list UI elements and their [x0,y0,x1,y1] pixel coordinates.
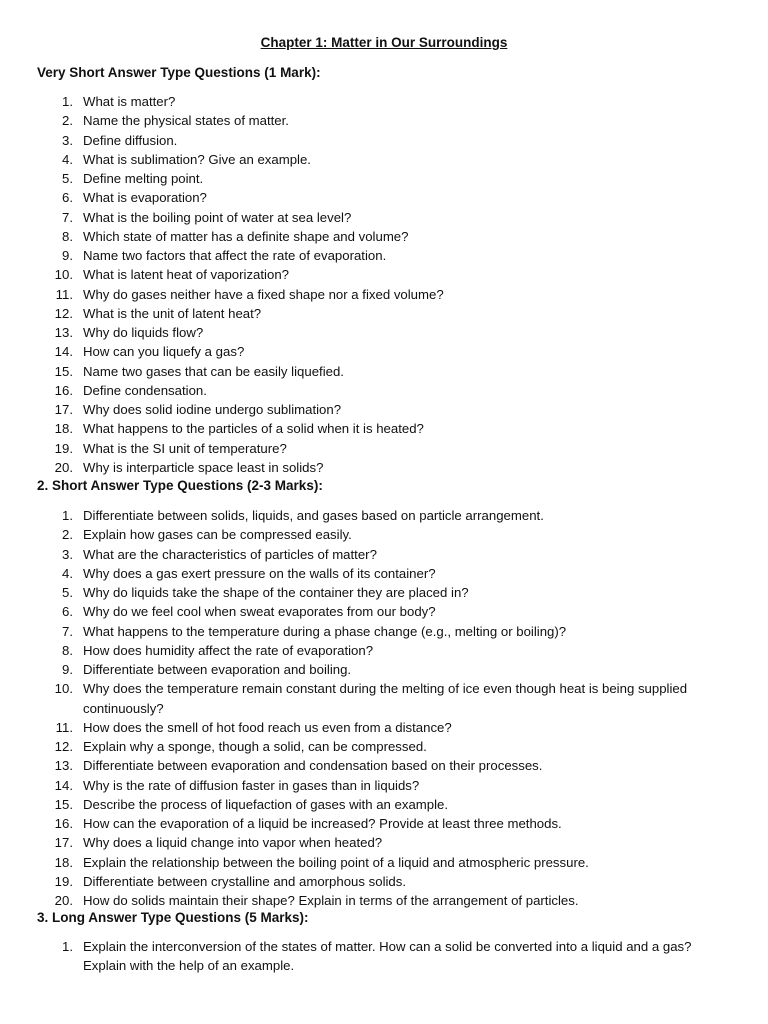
question-item [0,323,768,342]
question-item [0,814,768,833]
question-item [0,400,768,419]
question-item [0,506,768,525]
section-heading-long: 3. Long Answer Type Questions (5 Marks): [37,910,309,925]
question-number: 14. [54,344,73,360]
question-text: Why do gases neither have a fixed shape nor a fixed volume? [83,286,444,302]
question-number: 1. [62,94,73,109]
question-item [0,641,768,660]
question-number: 2. [62,527,73,543]
question-item [0,622,768,641]
question-text: Name the physical states of matter. [83,113,289,129]
question-text: What is sublimation? Give an example. [83,151,311,167]
question-item [0,419,768,438]
question-text: What is evaporation? [83,190,207,206]
question-text: Why does solid iodine undergo sublimation? [83,402,342,417]
question-number: 11. [55,719,73,735]
question-number: 3. [62,546,73,562]
question-text: Differentiate between crystalline and amorphous solids. [83,873,407,889]
question-number: 19. [54,440,73,456]
question-text: Explain the interconversion of the states of matter. How can a solid be converted into a liquid and a gas? Explain with the help of an example. [83,939,692,974]
question-item [0,853,768,872]
question-item [0,188,768,207]
question-number: 15. [54,796,73,812]
question-item [0,439,768,458]
question-text: Explain the relationship between the boiling point of a liquid and atmospheric pressure. [83,854,589,870]
section-heading-very-short: Very Short Answer Type Questions (1 Mark): [37,65,321,80]
question-text: Name two factors that affect the rate of evaporation. [83,248,387,263]
question-item [0,92,768,111]
question-text: How can you liquefy a gas? [83,344,245,360]
question-number: 12. [54,305,73,321]
question-item [0,756,768,775]
question-number: 14. [54,777,73,793]
section-heading-short: 2. Short Answer Type Questions (2-3 Marks): [37,478,323,493]
question-item [0,131,768,150]
question-item [0,246,768,265]
question-list-short [0,506,768,910]
question-item [0,602,768,621]
question-number: 17. [54,835,73,851]
question-text: Why does a gas exert pressure on the walls of its container? [83,565,436,581]
question-number: 17. [54,402,73,417]
question-number: 20. [54,893,73,908]
question-number: 16. [54,816,73,831]
question-item [0,937,768,976]
question-number: 5. [62,585,73,600]
question-text: Why do liquids take the shape of the container they are placed in? [83,585,469,600]
question-number: 18. [54,421,73,437]
question-number: 13. [54,325,73,340]
question-item [0,718,768,737]
question-text: Differentiate between evaporation and condensation based on their processes. [83,758,543,774]
question-item [0,891,768,910]
question-text: Why does a liquid change into vapor when heated? [83,835,383,851]
question-number: 8. [62,228,73,244]
question-number: 8. [62,642,73,658]
question-item [0,342,768,361]
question-number: 7. [62,209,73,225]
question-number: 4. [62,565,73,581]
question-text: What is latent heat of vaporization? [83,267,289,283]
page-title: Chapter 1: Matter in Our Surroundings [260,35,508,50]
question-item [0,737,768,756]
question-text: Why does the temperature remain constant during the melting of ice even though heat is being supplied continuously? [83,681,688,716]
question-text: Name two gases that can be easily liquefied. [83,363,344,379]
question-text: Why do we feel cool when sweat evaporates from our body? [83,604,436,620]
question-item [0,458,768,477]
question-text: Describe the process of liquefaction of gases with an example. [83,796,449,812]
question-number: 5. [62,171,73,186]
question-text: Differentiate between evaporation and boiling. [83,662,352,677]
question-number: 9. [62,662,73,677]
question-item [0,150,768,169]
question-item [0,583,768,602]
question-text: What are the characteristics of particles of matter? [83,546,377,562]
question-number: 18. [54,854,73,870]
question-text: How can the evaporation of a liquid be increased? Provide at least three methods. [83,816,562,831]
question-number: 16. [54,382,73,398]
question-item [0,679,768,718]
question-item [0,381,768,400]
question-item [0,111,768,130]
question-number: 9. [62,248,73,263]
question-text: Which state of matter has a definite shape and volume? [83,228,409,244]
question-number: 2. [62,113,73,129]
question-item [0,265,768,284]
question-number: 13. [54,758,73,774]
question-item [0,564,768,583]
question-text: What is the boiling point of water at sea level? [83,209,352,225]
question-text: How does the smell of hot food reach us even from a distance? [83,719,452,735]
question-text: Define condensation. [83,382,207,398]
question-item [0,285,768,304]
question-item [0,833,768,852]
question-text: What is the SI unit of temperature? [83,440,287,456]
question-item [0,545,768,564]
question-number: 20. [54,459,73,475]
question-item [0,169,768,188]
question-number: 10. [54,267,73,283]
question-list-very-short [0,92,768,477]
question-text: Define melting point. [83,171,204,186]
question-number: 10. [54,681,73,697]
question-number: 7. [62,623,73,639]
question-number: 6. [62,604,73,620]
question-text: Explain how gases can be compressed easily. [83,527,352,543]
question-item [0,525,768,544]
question-number: 4. [62,151,73,167]
question-text: Define diffusion. [83,132,178,148]
question-number: 12. [54,739,73,754]
question-text: Why do liquids flow? [83,325,204,340]
question-text: How does humidity affect the rate of evaporation? [83,642,374,658]
question-item [0,776,768,795]
question-item [0,362,768,381]
question-number: 19. [54,873,73,889]
question-text: What happens to the particles of a solid when it is heated? [83,421,424,437]
question-number: 1. [62,508,73,523]
question-text: Explain why a sponge, though a solid, can be compressed. [83,739,427,754]
question-text: How do solids maintain their shape? Explain in terms of the arrangement of particles. [83,893,579,908]
question-text: Why is interparticle space least in solids? [83,459,324,475]
question-text: Why is the rate of diffusion faster in gases than in liquids? [83,777,420,793]
question-number: 6. [62,190,73,206]
question-number: 1. [62,939,73,954]
question-text: What is matter? [83,94,176,109]
question-text: Differentiate between solids, liquids, and gases based on particle arrangement. [83,508,544,523]
question-item [0,872,768,891]
question-number: 3. [62,132,73,148]
question-item [0,795,768,814]
question-item [0,304,768,323]
question-text: What happens to the temperature during a phase change (e.g., melting or boiling)? [83,623,567,639]
question-number: 15. [54,363,73,379]
question-number: 11. [55,286,73,302]
question-item [0,227,768,246]
question-text: What is the unit of latent heat? [83,305,262,321]
question-list-long [0,937,768,976]
question-item [0,660,768,679]
question-item [0,208,768,227]
